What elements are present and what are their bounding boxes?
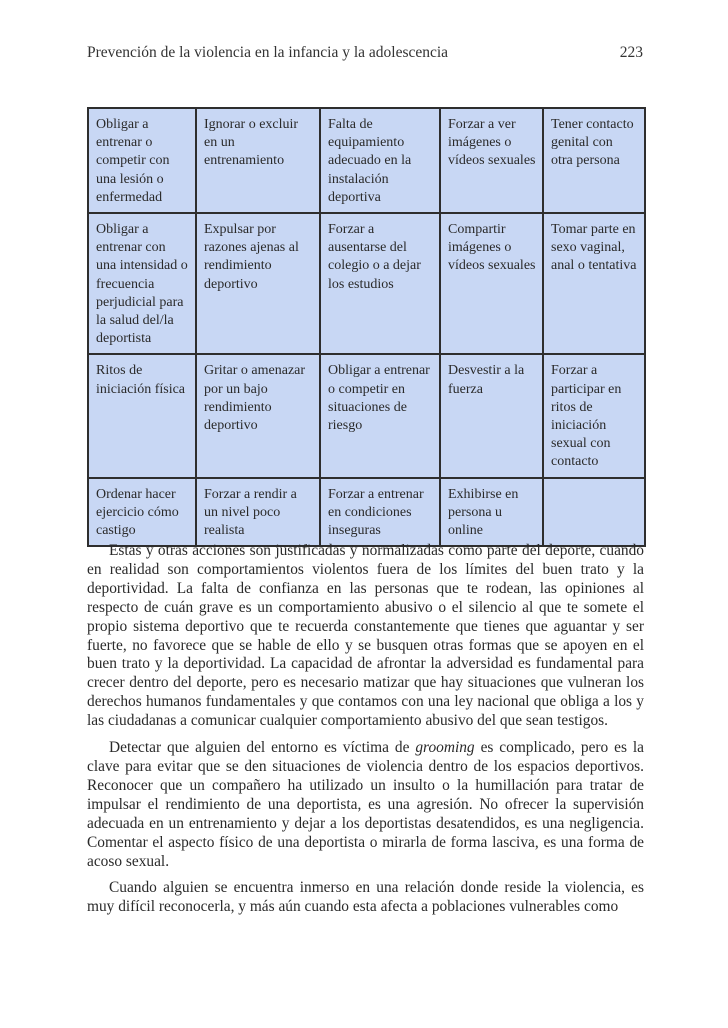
paragraph-text: es complicado, pero es la clave para evitar que se den situaciones de violencia dentro de los espacios deportivos. Reconocer que un compañero ha utilizado un insulto o la humillación para tratar de impulsar el rendimiento de una deportista, es una agresión. No ofrecer la supervisión adecuada en un entrenamiento y dejar a los deportistas desatendidos, es una negligencia. Comentar el aspecto físico de una deportista o mirarla de forma lasciva, es una forma de acoso sexual. (87, 739, 644, 870)
table-cell: Forzar a participar en ritos de iniciación sexual con contacto (543, 354, 645, 477)
running-title: Prevención de la violencia en la infancia y la adolescencia (87, 44, 449, 61)
page-header (87, 44, 643, 62)
table-cell: Expulsar por razones ajenas al rendimiento deportivo (196, 213, 320, 354)
italic-term: grooming (415, 739, 475, 757)
table-cell: Tener contacto genital con otra persona (543, 108, 645, 213)
table-cell: Compartir imágenes o vídeos sexuales (440, 213, 543, 354)
table-row (88, 108, 645, 213)
table-cell: Obligar a entrenar o competir en situaciones de riesgo (320, 354, 440, 477)
table-cell: Desvestir a la fuerza (440, 354, 543, 477)
table-cell: Ordenar hacer ejercicio cómo castigo (88, 478, 196, 547)
table-cell-empty (543, 478, 645, 547)
page-number: 223 (619, 44, 643, 61)
paragraph: Estas y otras acciones son justificadas y normalizadas como parte del deporte, cuando en realidad son comportamientos violentos fuera de los límites del buen trato y la deportividad. La falta de confianza en las personas que te rodean, las opiniones al respecto de cuán grave es un comportamiento abusivo o el silencio al que te somete el propio sistema deportivo que te recuerda constantemente que tienes que aguantar y ser fuerte, no favorece que se hable de ello y se busquen otras formas que se apoyen en el buen trato y la deportividad. La capacidad de afrontar la adversidad es fundamental para crecer dentro del deporte, pero es necesario matizar que hay situaciones que vulneran los derechos humanos fundamentales y que contamos con una ley nacional que obliga a los y las ciudadanas a comunicar cualquier comportamiento abusivo del que sean testigos. (87, 542, 644, 730)
table-cell: Exhibirse en persona u online (440, 478, 543, 547)
paragraph (87, 739, 644, 871)
table-cell: Forzar a ausentarse del colegio o a dejar los estudios (320, 213, 440, 354)
table-row (88, 478, 645, 547)
table-cell: Falta de equipamiento adecuado en la instalación deportiva (320, 108, 440, 213)
table-cell: Forzar a entrenar en condiciones inseguras (320, 478, 440, 547)
table-cell: Forzar a rendir a un nivel poco realista (196, 478, 320, 547)
table-row (88, 354, 645, 477)
table-cell: Forzar a ver imágenes o vídeos sexuales (440, 108, 543, 213)
table-cell: Tomar parte en sexo vaginal, anal o tentativa (543, 213, 645, 354)
table-cell: Ritos de iniciación física (88, 354, 196, 477)
table-cell: Ignorar o excluir en un entrenamiento (196, 108, 320, 213)
table-row (88, 213, 645, 354)
table-cell: Obligar a entrenar o competir con una lesión o enfermedad (88, 108, 196, 213)
violence-examples-table (87, 107, 646, 547)
body-text (87, 542, 644, 917)
table-cell: Gritar o amenazar por un bajo rendimiento deportivo (196, 354, 320, 477)
paragraph-text: Detectar que alguien del entorno es víctima de (109, 739, 416, 757)
table-cell: Obligar a entrenar con una intensidad o frecuencia perjudicial para la salud del/la deportista (88, 213, 196, 354)
paragraph: Cuando alguien se encuentra inmerso en una relación donde reside la violencia, es muy difícil reconocerla, y más aún cuando esta afecta a poblaciones vulnerables como (87, 879, 644, 916)
